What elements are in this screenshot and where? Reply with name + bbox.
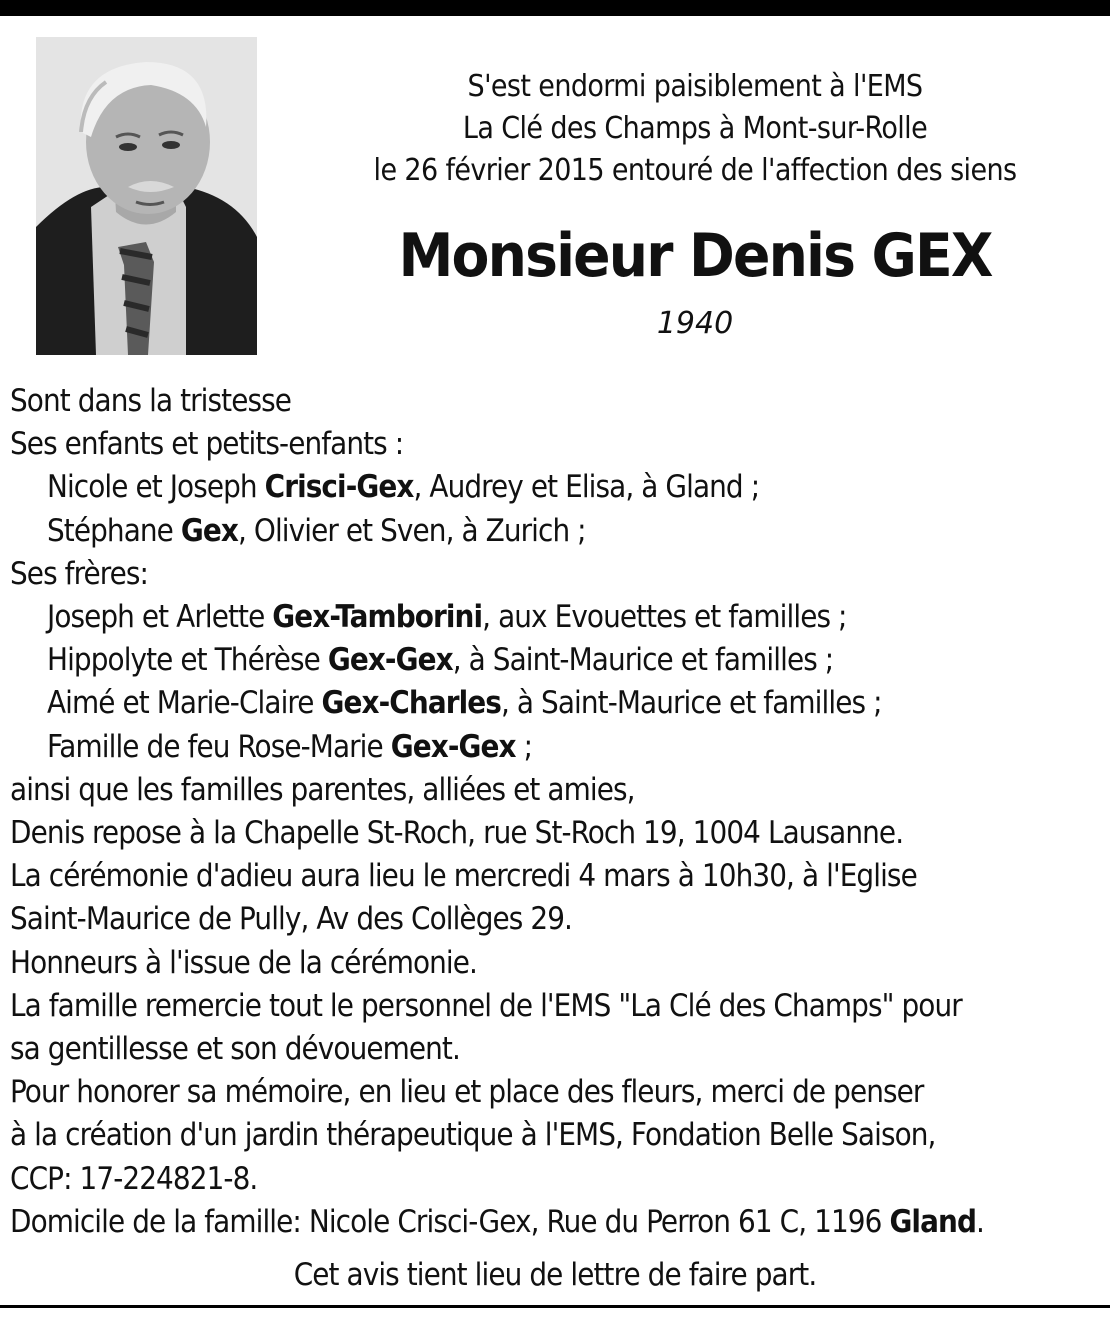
family-name: Gex-Gex (390, 728, 516, 765)
body-line: sa gentillesse et son dévouement. (10, 1031, 460, 1068)
family-name: Gex-Charles (321, 685, 501, 722)
children-label: Ses enfants et petits-enfants : (10, 426, 404, 463)
body-line: CCP: 17-224821-8. (10, 1160, 258, 1197)
bottom-rule (0, 1305, 1110, 1308)
body-line: La cérémonie d'adieu aura lieu le mercredi 4 mars à 10h30, à l'Eglise (10, 858, 917, 895)
body-line: à la création d'un jardin thérapeutique à l'EMS, Fondation Belle Saison, (10, 1117, 936, 1154)
siblings-label: Ses frères: (10, 555, 148, 592)
body-line: La famille remercie tout le personnel de l'EMS "La Clé des Champs" pour (10, 987, 962, 1024)
top-rule (0, 0, 1110, 16)
city-name: Gland (889, 1203, 977, 1240)
family-entry (10, 596, 1105, 639)
family-entry (10, 466, 1105, 509)
entry-text: ; (515, 728, 533, 765)
body-line: Pour honorer sa mémoire, en lieu et place des fleurs, merci de penser (10, 1074, 924, 1111)
deceased-name: Monsieur Denis GEX (398, 221, 992, 291)
body-line: ainsi que les familles parentes, alliées et amies, (10, 771, 635, 808)
family-name: Gex (180, 512, 238, 549)
body-line: Saint-Maurice de Pully, Av des Collèges 29. (10, 901, 572, 938)
domicile-line (10, 1201, 1105, 1244)
closing-note: Cet avis tient lieu de lettre de faire part. (293, 1257, 817, 1293)
entry-text: Hippolyte et Thérèse (47, 642, 328, 679)
intro-text (280, 66, 1110, 192)
portrait-photo (36, 37, 257, 355)
entry-text: , à Saint-Maurice et familles ; (500, 685, 882, 722)
entry-text: Joseph et Arlette (47, 599, 273, 636)
intro-line: La Clé des Champs à Mont-sur-Rolle (462, 111, 928, 146)
family-entry (10, 510, 1105, 553)
intro-line: le 26 février 2015 entouré de l'affection des siens (373, 153, 1017, 188)
family-entry (10, 639, 1105, 682)
family-name: Crisci-Gex (264, 469, 414, 506)
entry-text: Domicile de la famille: Nicole Crisci-Gex, Rue du Perron 61 C, 1196 (10, 1203, 890, 1240)
family-name: Gex-Tamborini (272, 599, 483, 636)
entry-text: , Olivier et Sven, à Zurich ; (237, 512, 586, 549)
body-line: Honneurs à l'issue de la cérémonie. (10, 944, 477, 981)
body-line: Sont dans la tristesse (10, 383, 291, 419)
entry-text: , aux Evouettes et familles ; (482, 599, 847, 636)
entry-text: . (976, 1203, 984, 1240)
body-line: Denis repose à la Chapelle St-Roch, rue St-Roch 19, 1004 Lausanne. (10, 815, 904, 852)
birth-year: 1940 (656, 306, 734, 341)
family-entry (10, 726, 1105, 769)
entry-text: , Audrey et Elisa, à Gland ; (413, 469, 760, 506)
family-entry (10, 682, 1105, 725)
notice-body (10, 380, 1105, 1244)
entry-text: Nicole et Joseph (47, 469, 265, 506)
entry-text: Famille de feu Rose-Marie (47, 728, 391, 765)
entry-text: Stéphane (47, 512, 181, 549)
entry-text: Aimé et Marie-Claire (47, 685, 322, 722)
entry-text: , à Saint-Maurice et familles ; (452, 642, 834, 679)
intro-line: S'est endormi paisiblement à l'EMS (467, 69, 923, 104)
family-name: Gex-Gex (327, 642, 453, 679)
